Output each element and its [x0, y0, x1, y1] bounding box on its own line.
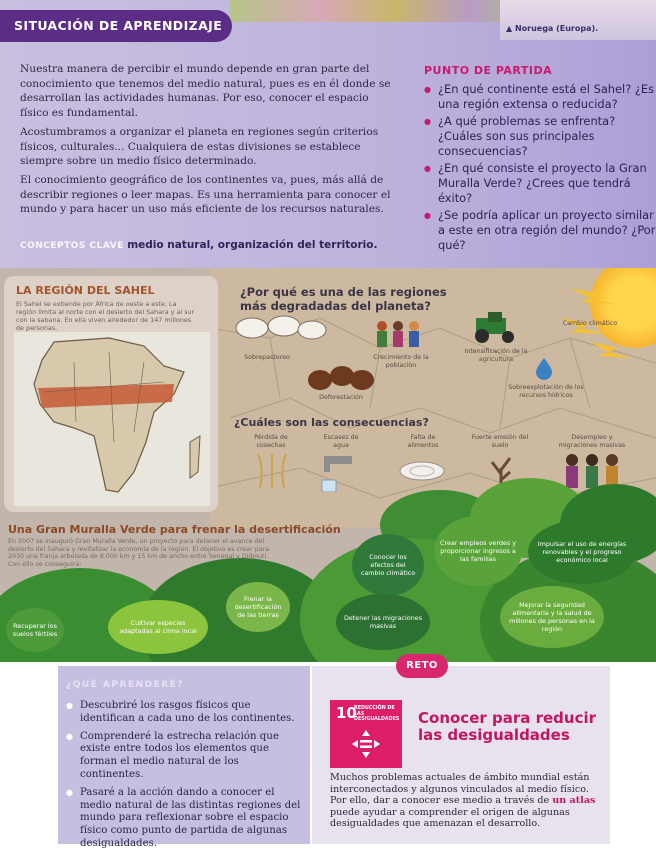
sdg-label: REDUCCIÓN DE LAS DESIGUALDADES [354, 706, 400, 723]
photo-caption: ▲ Noruega (Europa). [506, 24, 599, 33]
section-tab [0, 10, 232, 42]
punto-de-partida-title: PUNTO DE PARTIDA [424, 64, 553, 77]
intro-paragraph-1: Nuestra manera de percibir el mundo depende en gran parte del conocimiento que tenemos del medio natural, pues es en él donde se desarrollan las actividades humanas. Por eso, conocer el espacio físico es fundamental. [20, 63, 391, 119]
sdg-number: 10 [336, 704, 357, 722]
goal-bubble: Crear empleos verdes y proporcionar ingresos a las familias [434, 516, 522, 586]
goal-bubble: Recuperar los suelos fértiles [6, 608, 64, 652]
consequence-label: Falta de alimentos [407, 434, 439, 449]
map-text: El Sahel se extiende por África de oeste a este. La región limita al norte con el desierto del Sahara y al sur con la sabana. En ella viven alrededor de 147 millones de personas. [16, 300, 195, 332]
sdg-10-badge [330, 700, 402, 768]
goal-bubble: Mejorar la seguridad alimentaria y la salud de millones de personas en la región [500, 586, 604, 648]
water-drop-icon [536, 358, 552, 380]
punto-de-partida-list [420, 82, 656, 255]
reto-text [330, 772, 600, 830]
wheat-icon [252, 454, 292, 488]
tractor-icon [468, 312, 524, 344]
goal-bubble: Cultivar especies adaptadas al clima local [108, 600, 208, 654]
goal-bubble: Frenar la desertificación de las tierras [226, 582, 290, 632]
reto-badge: RETO [396, 654, 448, 678]
degradation-question: ¿Por qué es una de las regiones más degradadas del planeta? [240, 285, 447, 313]
equality-icon [350, 728, 382, 760]
list-item: ● ¿En qué continente está el Sahel? ¿Es una región extensa o reducida? [420, 82, 656, 112]
reto-title: Conocer para reducir las desigualdades [418, 709, 597, 744]
goal-bubble: Impulsar el uso de energías renovables y el progreso económico local [528, 520, 636, 584]
que-aprendere-list [66, 700, 302, 848]
people-icon [372, 316, 432, 350]
sahel-infographic [0, 268, 656, 662]
cause-label: Deforestación [319, 394, 363, 401]
list-item: ● ¿En qué consiste el proyecto la Gran Muralla Verde? ¿Crees que tendrá éxito? [420, 161, 656, 206]
situacion-panel [0, 0, 656, 268]
cause-label: Sobreexplotación de los recursos hídricos [508, 384, 584, 399]
key-concepts-text: medio natural, organización del territorio. [127, 239, 378, 251]
list-item: ● Descubriré los rasgos físicos que identifican a cada uno de los continentes. [66, 700, 302, 726]
consequences-question: ¿Cuáles son las consecuencias? [234, 416, 429, 429]
empty-plate-icon [398, 460, 446, 482]
faucet-icon [318, 452, 358, 492]
list-item: ● ¿Se podría aplicar un proyecto similar a este en otra región del mundo? ¿Por qué? [420, 208, 656, 253]
cause-label: Sobrepastoreo [244, 354, 290, 361]
flower-photo [230, 0, 530, 22]
key-concepts [20, 239, 377, 251]
list-item: ● ¿A qué problemas se enfrenta? ¿Cuáles son sus principales consecuencias? [420, 114, 656, 159]
africa-map [14, 332, 210, 506]
list-item: ● Comprenderé la estrecha relación que existe entre todos los elementos que forman el medio natural de los continentes. [66, 731, 302, 782]
consequence-label: Fuerte erosión del suelo [471, 434, 529, 449]
norway-photo [500, 0, 656, 40]
goal-bubble: Detener las migraciones masivas [336, 594, 430, 650]
reto-text-part: puede ayudar a comprender el origen de algunas desigualdades que amenazan el desarrollo. [330, 806, 570, 830]
great-green-wall-title: Una Gran Muralla Verde para frenar la desertificación [8, 523, 341, 536]
africa-map-icon [14, 332, 210, 506]
cause-label: Intensificación de la agricultura [464, 348, 528, 363]
cause-label: Crecimiento de la población [373, 354, 429, 369]
consequence-label: Desempleo y migraciones masivas [558, 434, 626, 449]
great-green-wall-text: En 2007 se inauguró Gran Muralla Verde, un proyecto para detener el avance del desierto del Sahara y revitalizar la economía de la región. El objetivo es crear para 2030 una franja arbolada de 8.000 km y 15 km de ancho entre Senegal y Djibouti. Con ello se conseguirá: [8, 538, 270, 569]
sheep-icon [232, 308, 332, 348]
reto-text-part: Muchos problemas actuales de ámbito mundial están interconectados y algunos vinculados al medio físico. Por ello, dar a conocer ese medio a través de [330, 772, 590, 807]
map-title: LA REGIÓN DEL SAHEL [16, 284, 155, 297]
intro-paragraph-2: Acostumbramos a organizar el planeta en regiones según criterios físicos, culturales... Cualquiera de estas divisiones se establece siempre sobre un medio físico determinado. [20, 126, 379, 167]
goal-bubble: Conocer los efectos del cambio climático [352, 534, 424, 596]
intro-paragraph-3: El conocimiento geográfico de los continentes va, pues, más allá de describir regiones o leer mapas. Es una herramienta para conocer el mundo y para hacer un uso más eficiente de los recursos naturales. [20, 174, 391, 215]
cause-label: Cambio climático [562, 320, 618, 327]
que-aprendere-title: ¿QUÉ APRENDERÉ? [66, 680, 185, 690]
reto-highlight: un atlas [552, 795, 596, 807]
consequence-label: Escasez de agua [323, 434, 359, 449]
key-concepts-label: CONCEPTOS CLAVE [20, 241, 124, 251]
consequence-label: Pérdida de cosechas [254, 434, 288, 449]
bottom-section [0, 662, 656, 848]
list-item: ● Pasaré a la acción dando a conocer el medio natural de las distintas regiones del mundo para reflexionar sobre el espacio físico como punto de partida de algunas desigualdades. [66, 787, 302, 848]
section-tab-label: SITUACIÓN DE APRENDIZAJE [14, 18, 223, 33]
